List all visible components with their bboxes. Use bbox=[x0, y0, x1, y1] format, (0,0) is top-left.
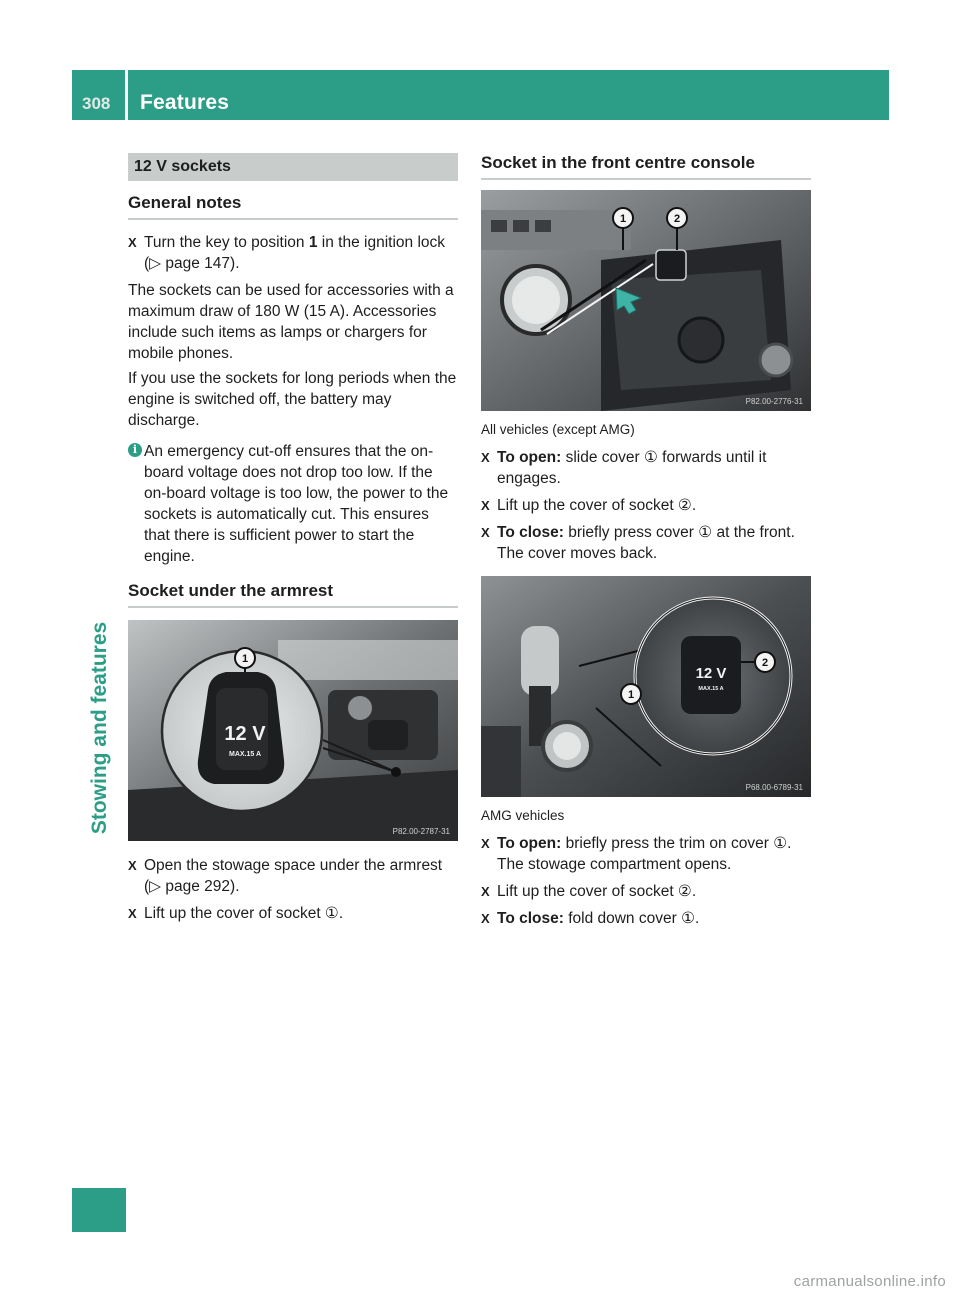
step-text: slide cover ① forwards until it engages. bbox=[497, 449, 767, 487]
step-arrow-icon: X bbox=[481, 836, 490, 851]
step-arrow-icon: X bbox=[128, 858, 137, 873]
side-tab-block bbox=[72, 1188, 126, 1232]
info-note-text: An emergency cut-off ensures that the on-board voltage does not drop too low. If the on-board voltage is too low, the power to the sockets is automatically cut. This ensures that there is sufficient power to start the engine. bbox=[144, 443, 449, 565]
step-text: in the ignition lock (▷ page 147). bbox=[144, 234, 446, 272]
socket-max-label: MAX.15 A bbox=[698, 686, 724, 692]
step-arrow-icon: X bbox=[481, 884, 490, 899]
instruction-step bbox=[481, 908, 811, 929]
page-header bbox=[72, 70, 889, 120]
photo-code: P68.00-6789-31 bbox=[745, 783, 803, 792]
step-position: 1 bbox=[308, 234, 318, 251]
step-result: The cover moves back. bbox=[497, 545, 658, 562]
step-arrow-icon: X bbox=[481, 450, 490, 465]
instruction-step bbox=[128, 232, 458, 274]
instruction-step bbox=[481, 447, 811, 489]
callout-1: 1 bbox=[619, 213, 627, 225]
photo-code: P82.00-2787-31 bbox=[392, 827, 450, 836]
section-side-tab bbox=[72, 126, 126, 1232]
step-arrow-icon: X bbox=[128, 906, 137, 921]
left-column bbox=[128, 153, 458, 930]
armrest-socket-photo bbox=[128, 620, 458, 841]
instruction-step bbox=[128, 903, 458, 924]
step-text: Open the stowage space under the armrest (▷ page 292). bbox=[144, 857, 443, 895]
step-text: Lift up the cover of socket ②. bbox=[497, 497, 697, 514]
step-text: Lift up the cover of socket ②. bbox=[497, 883, 697, 900]
right-column bbox=[481, 153, 811, 935]
callout-1: 1 bbox=[627, 689, 635, 701]
instruction-step bbox=[481, 833, 811, 875]
socket-12v-label: 12 V bbox=[695, 665, 727, 682]
socket-max-label: MAX.15 A bbox=[228, 751, 262, 758]
console-socket-photo bbox=[481, 190, 811, 411]
armrest-socket-illustration bbox=[128, 620, 458, 841]
paragraph: If you use the sockets for long periods when the engine is switched off, the battery may discharge. bbox=[128, 370, 457, 429]
step-label: To open: bbox=[497, 449, 562, 466]
side-tab-label-wrap bbox=[86, 588, 114, 868]
step-arrow-icon: X bbox=[128, 235, 137, 250]
step-label: To close: bbox=[497, 524, 564, 541]
step-text: fold down cover ①. bbox=[563, 910, 700, 927]
side-tab-label: Stowing and features bbox=[88, 621, 111, 835]
step-text: Turn the key to position bbox=[144, 234, 309, 251]
instruction-step bbox=[481, 881, 811, 902]
step-label: To open: bbox=[497, 835, 562, 852]
console-heading: Socket in the front centre console bbox=[481, 153, 811, 180]
callout-2: 2 bbox=[673, 213, 681, 225]
instruction-step bbox=[481, 495, 811, 516]
general-notes-heading: General notes bbox=[128, 193, 458, 220]
amg-socket-photo bbox=[481, 576, 811, 797]
header-divider bbox=[125, 70, 128, 120]
info-note bbox=[128, 441, 458, 567]
step-label: To close: bbox=[497, 910, 564, 927]
callout-1: 1 bbox=[241, 653, 249, 665]
paragraph: The sockets can be used for accessories with a maximum draw of 180 W (15 A). Accessories include such items as lamps or chargers for mobile phones. bbox=[128, 282, 454, 362]
instruction-step bbox=[481, 522, 811, 564]
step-arrow-icon: X bbox=[481, 525, 490, 540]
photo-caption: All vehicles (except AMG) bbox=[481, 422, 635, 437]
step-text: Lift up the cover of socket ①. bbox=[144, 905, 344, 922]
step-result: The stowage compartment opens. bbox=[497, 856, 732, 873]
step-text: briefly press the trim on cover ①. bbox=[561, 835, 792, 852]
console-socket-illustration bbox=[481, 190, 811, 411]
info-icon: i bbox=[128, 443, 142, 457]
socket-12v-label: 12 V bbox=[224, 723, 266, 745]
instruction-step bbox=[128, 855, 458, 897]
step-arrow-icon: X bbox=[481, 498, 490, 513]
page-title: Features bbox=[140, 91, 230, 114]
section-banner-title: 12 V sockets bbox=[134, 158, 231, 175]
step-text: briefly press cover ① at the front. bbox=[563, 524, 795, 541]
amg-socket-illustration bbox=[481, 576, 811, 797]
photo-code: P82.00-2776-31 bbox=[745, 397, 803, 406]
photo-caption: AMG vehicles bbox=[481, 808, 565, 823]
section-banner bbox=[128, 153, 458, 181]
footer-watermark: carmanualsonline.info bbox=[793, 1273, 946, 1290]
page-number: 308 bbox=[82, 94, 111, 113]
step-arrow-icon: X bbox=[481, 911, 490, 926]
armrest-heading: Socket under the armrest bbox=[128, 581, 458, 608]
callout-2: 2 bbox=[761, 657, 769, 669]
